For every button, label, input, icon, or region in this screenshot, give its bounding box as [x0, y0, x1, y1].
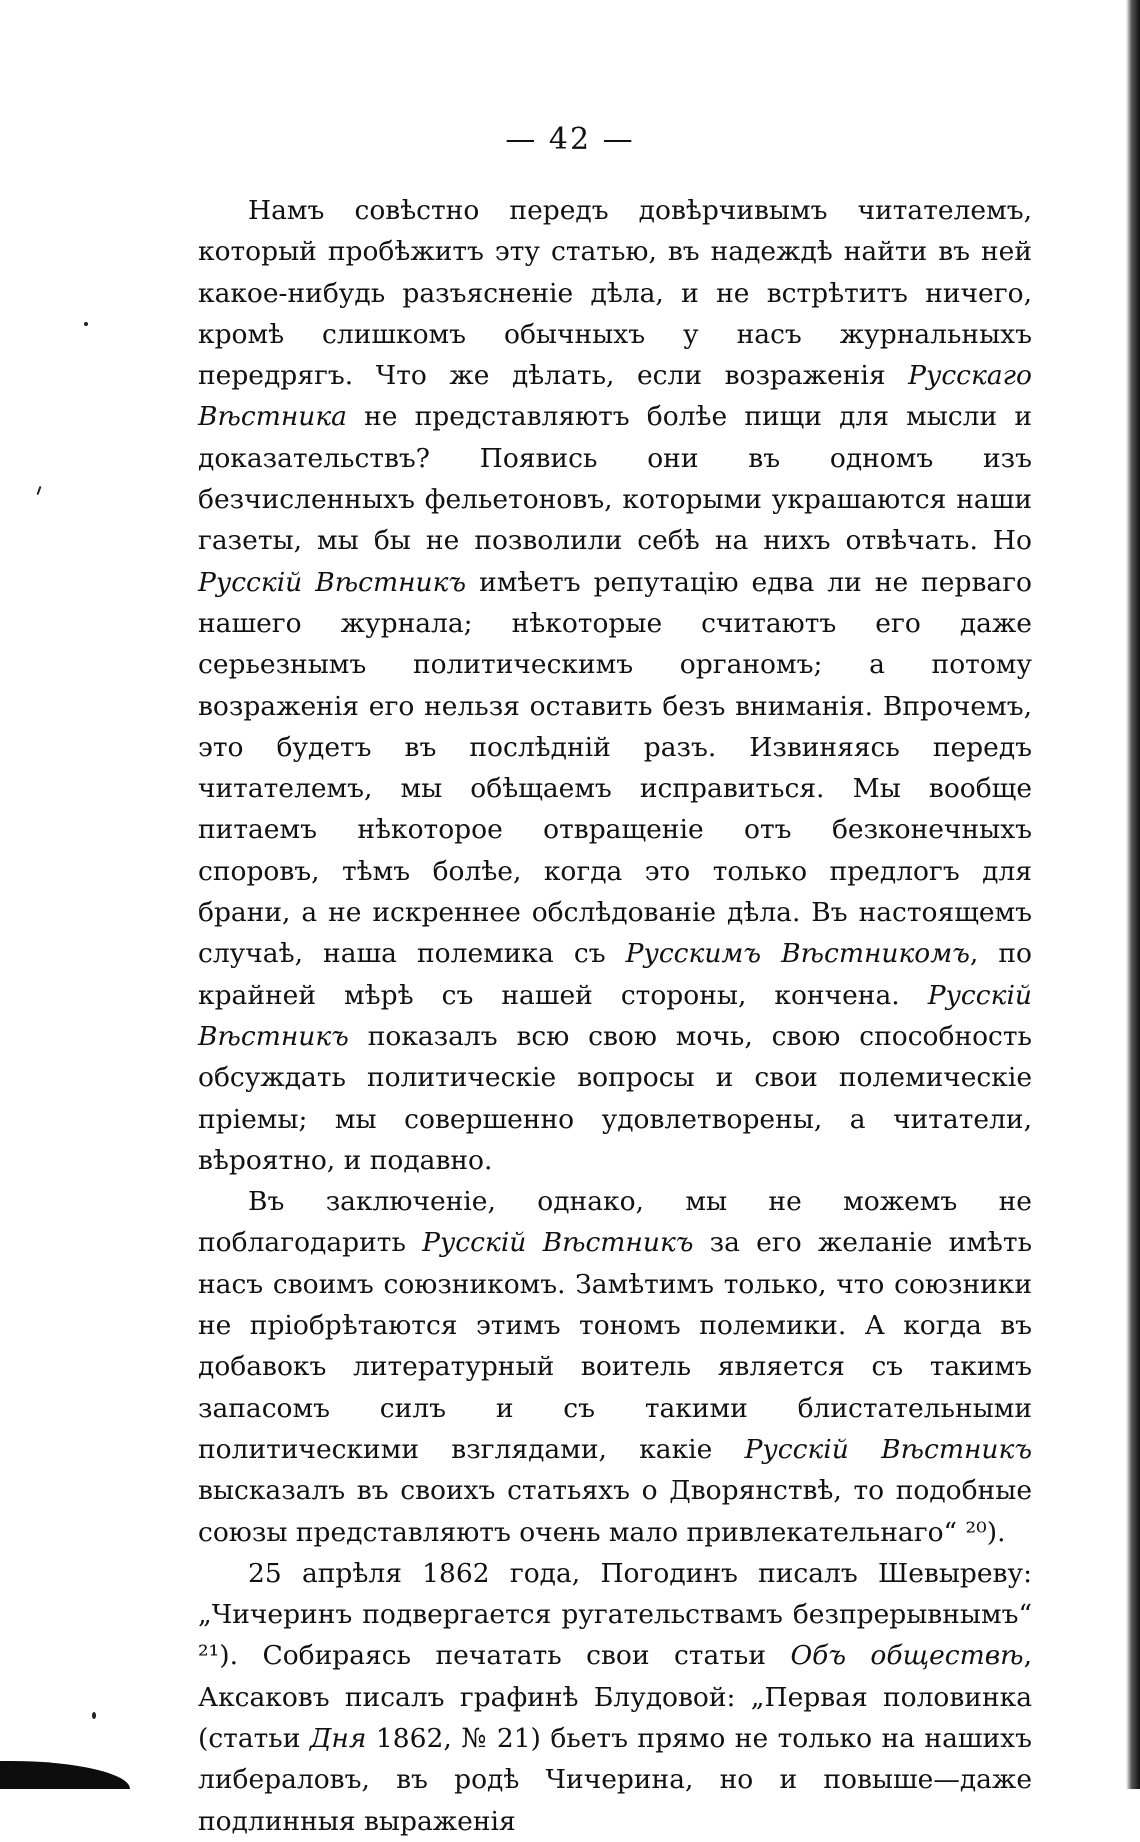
paragraph-2 [198, 1181, 1032, 1553]
text-run: Намъ совѣстно передъ довѣрчивымъ читателемъ, который пробѣжитъ эту статью, въ надеждѣ найти въ ней какое-нибудь разъясненіе дѣла, и не встрѣтитъ ничего, кромѣ слишкомъ обычныхъ у насъ журнальныхъ передрягъ. Что же дѣлать, если возраженія [198, 195, 1032, 392]
paragraph-3 [198, 1553, 1032, 1842]
page-spine-shadow [1126, 0, 1140, 1789]
scan-speck [92, 1712, 96, 1719]
text-run: 25 апрѣля 1862 года, Погодинъ писалъ Шевыреву: „Чичеринъ подвергается ругательствамъ безпрерывнымъ“ ²¹). Собираясь печатать свои статьи [198, 1557, 1032, 1672]
newspaper-title-italic: Дня [309, 1722, 367, 1754]
text-run: показалъ всю свою мочь, свою способность обсуждать политическіе вопросы и свои полемическіе пріемы; мы совершенно удовлетворены, а читатели, вѣроятно, и подавно. [198, 1020, 1032, 1176]
text-run: за его желаніе имѣть насъ своимъ союзникомъ. Замѣтимъ только, что союзники не пріобрѣтаются этимъ тономъ полемики. А когда въ добавокъ литературный воитель является съ такимъ запасомъ силъ и съ такими блистательными политическими взглядами, какіе [198, 1227, 1033, 1465]
text-run: , по крайней мѣрѣ съ нашей стороны, кончена. [198, 938, 1032, 1011]
scan-speck [84, 322, 88, 326]
journal-title-italic: Русскій Вѣстникъ [198, 566, 467, 598]
article-title-italic: Объ обществѣ [790, 1640, 1024, 1672]
text-run: Въ заключеніе, однако, мы не можемъ не поблагодарить [198, 1186, 1032, 1259]
text-run: не представляютъ болѣе пищи для мысли и доказательствъ? Появись они въ одномъ изъ безчисленныхъ фельетоновъ, которыми украшаются наши газеты, мы бы не позволили себѣ на нихъ отвѣчать. Но [198, 401, 1032, 557]
text-run: имѣетъ репутацію едва ли не перваго нашего журнала; нѣкоторые считаютъ его даже серьезнымъ политическимъ органомъ; а потому возраженія его нельзя оставить безъ вниманія. Впрочемъ, это будетъ въ послѣдній разъ. Извиняясь передъ читателемъ, мы обѣщаемъ исправиться. Мы вообще питаемъ нѣкоторое отвращеніе отъ безконечныхъ споровъ, тѣмъ болѣе, когда это только предлогъ для брани, а не искреннее обслѣдованіе дѣла. Въ настоящемъ случаѣ, наша полемика съ [198, 566, 1033, 970]
text-run: высказалъ въ своихъ статьяхъ о Дворянствѣ, то подобные союзы представляютъ очень мало привлекательнаго“ ²⁰). [198, 1475, 1032, 1548]
journal-title-italic: Русскій Вѣстникъ [422, 1227, 694, 1259]
journal-title-italic: Русскій Вѣстникъ [744, 1433, 1032, 1465]
paragraph-1 [198, 190, 1032, 1181]
scan-smudge [0, 1761, 130, 1789]
journal-title-italic: Русскій Вѣстникъ [198, 979, 1032, 1052]
text-run: , Аксаковъ писалъ графинѣ Блудовой: „Первая половинка (статьи [198, 1640, 1032, 1754]
body-text [198, 190, 1032, 1842]
page-number: — 42 — [505, 122, 635, 157]
journal-title-italic: Русскаго Вѣстника [198, 360, 1032, 433]
scan-speck [37, 486, 42, 495]
journal-title-italic: Русскимъ Вѣстникомъ [625, 938, 970, 970]
text-run: 1862, № 21) бьетъ прямо не только на нашихъ либераловъ, въ родѣ Чичерина, но и повыше—даже подлинныя выраженія [198, 1722, 1032, 1837]
